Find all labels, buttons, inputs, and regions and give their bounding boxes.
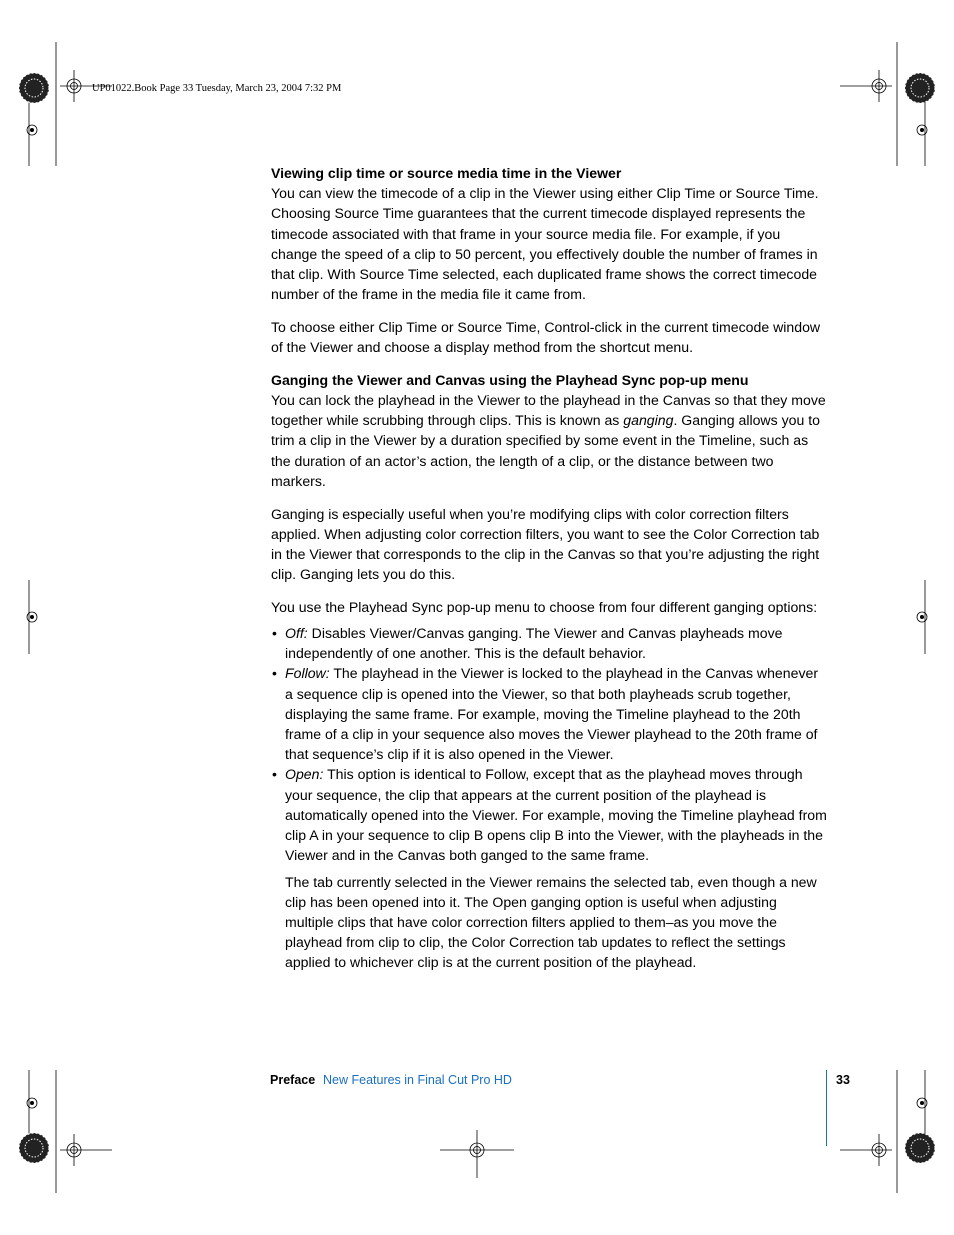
ganging-options-list [271, 623, 827, 865]
option-description: The playhead in the Viewer is locked to the playhead in the Canvas whenever a sequence clip is opened into the Viewer, so that both playheads scrub together, displaying the same frame. For example, moving the Timeline playhead to the 20th frame of a clip in your sequence also moves the Viewer playhead to the 20th frame of that sequence’s clip if it is also opened in the Viewer. [285, 665, 819, 763]
option-description: This option is identical to Follow, except that as the playhead moves through your sequence, the clip that appears at the current position of the playhead is automatically opened into the Viewer. For example, moving the Timeline playhead from clip A in your sequence to clip B opens clip B into the Viewer, with the playheads in the Viewer and in the Canvas both ganged to the same frame. [285, 766, 827, 864]
paragraph-text: You can lock the playhead in the Viewer to the playhead in the Canvas so that they move together while scrubbing through clips. This is known as [271, 392, 826, 429]
footer-chapter-title: New Features in Final Cut Pro HD [323, 1073, 512, 1087]
page-number: 33 [836, 1073, 850, 1087]
bullet: • [272, 665, 277, 682]
option-term: Follow: [285, 665, 330, 682]
section-heading-ganging: Ganging the Viewer and Canvas using the Playhead Sync pop-up menu [271, 371, 749, 388]
footer-divider [826, 1070, 827, 1146]
term-ganging: ganging [623, 412, 674, 429]
paragraph-playhead-sync-options: You use the Playhead Sync pop-up menu to choose from four different ganging options: [271, 598, 818, 615]
section-heading-viewing-clip-time: Viewing clip time or source media time in the Viewer [271, 165, 622, 181]
paragraph-text: . Ganging allows you to trim a clip in the Viewer by a duration specified by some event in the Timeline, such as the duration of an actor’s action, the length of a clip, or the distance between two markers. [271, 412, 820, 489]
paragraph-ganging-intro [271, 390, 827, 491]
option-term: Off: [285, 625, 308, 642]
footer-chapter-label: Preface [270, 1073, 316, 1087]
list-item-follow [271, 663, 827, 764]
paragraph-control-click: To choose either Clip Time or Source Time, Control-click in the current timecode window of the Viewer and choose a display method from the shortcut menu. [271, 318, 821, 356]
bullet: • [272, 766, 277, 783]
bullet: • [272, 625, 277, 642]
list-item-open [271, 764, 827, 865]
paragraph-color-correction: Ganging is especially useful when you’re modifying clips with color correction filters applied. When adjusting color correction filters, you want to see the Color Correction tab in the Viewer that corresponds to the clip in the Canvas so that you’re adjusting the right clip. Ganging lets you do this. [271, 505, 820, 583]
print-slug-line: UP01022.Book Page 33 Tuesday, March 23, 2004 7:32 PM [92, 83, 342, 94]
option-term: Open: [285, 766, 324, 783]
option-description: Disables Viewer/Canvas ganging. The Viewer and Canvas playheads move independently of one another. This is the default behavior. [285, 625, 783, 662]
paragraph-source-time: You can view the timecode of a clip in the Viewer using either Clip Time or Source Time. Choosing Source Time guarantees that the current timecode displayed represents the timecode associated with that frame in your source media file. For example, if you change the speed of a clip to 50 percent, you effectively double the number of frames in that clip. With Source Time selected, each duplicated frame shows the correct timecode number of the frame in the media file it came from. [271, 185, 819, 303]
paragraph-open-note: The tab currently selected in the Viewer remains the selected tab, even though a new clip has been opened into it. The Open ganging option is useful when adjusting multiple clips that have color correction filters applied to them–as you move the playhead from clip to clip, the Color Correction tab updates to reflect the settings applied to whichever clip is at the current position of the playhead. [285, 873, 817, 971]
list-item-off [271, 623, 827, 663]
page-body [271, 163, 827, 973]
